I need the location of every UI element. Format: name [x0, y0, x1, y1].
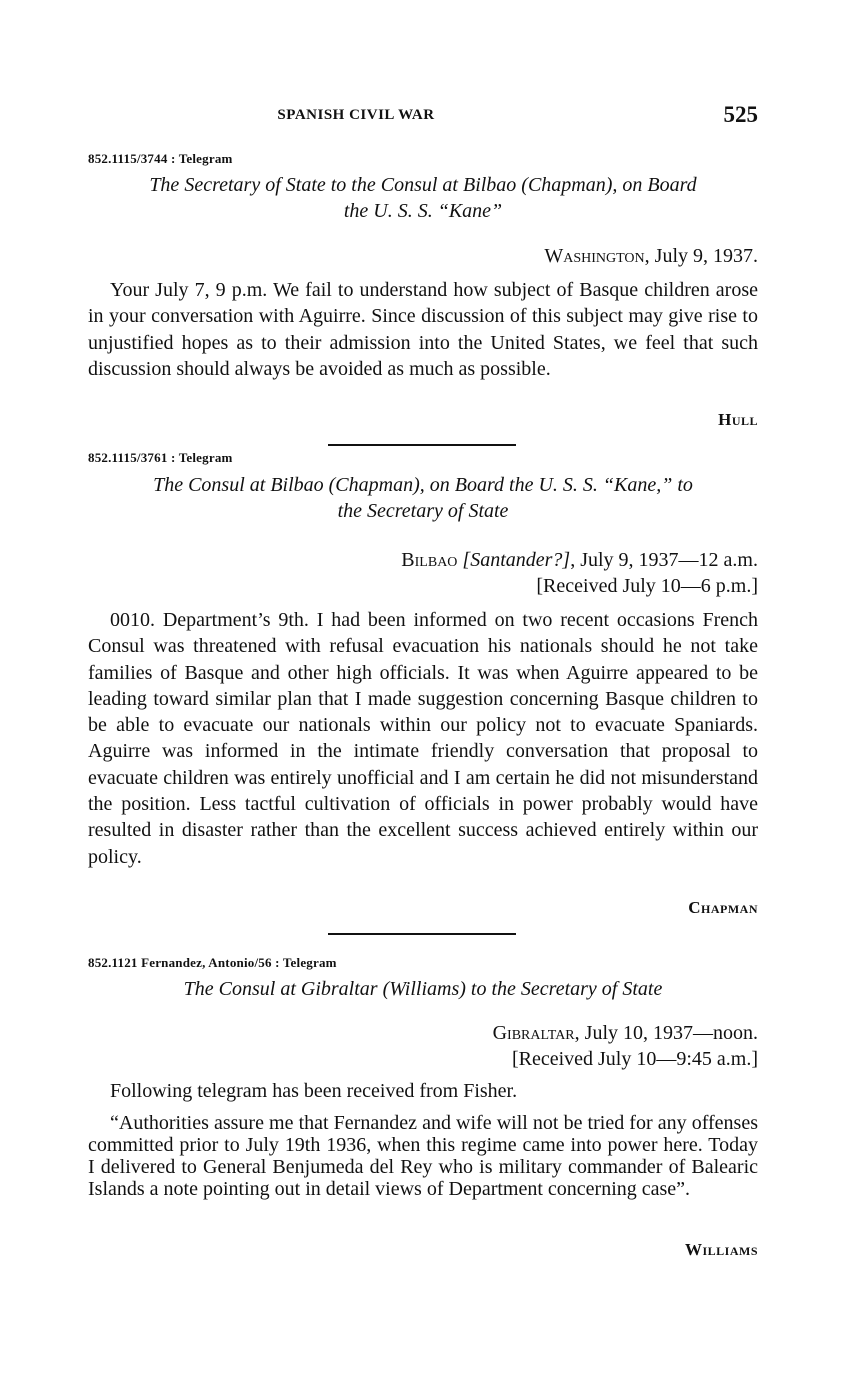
doc1-body	[88, 277, 758, 382]
doc3-dateline-place: Gibraltar	[492, 1022, 575, 1044]
doc1-file-number: 852.1115/3744 : Telegram	[88, 151, 233, 166]
doc2-heading-line1: The Consul at Bilbao (Chapman), on Board the U. S. S. “Kane,” to	[153, 474, 693, 496]
doc3-quote-text: “Authorities assure me that Fernandez and wife will not be tried for any offenses committed prior to July 19th 1936, when this regime came into power here. Today I delivered to General Benjumeda del Rey who is military commander of Balearic Islands a note pointing out in detail views of Department concerning case”.	[88, 1112, 758, 1200]
doc3-intro	[88, 1078, 758, 1104]
doc3-signature: Williams	[684, 1240, 758, 1259]
doc1-dateline-place: Washington	[544, 245, 645, 267]
doc3-heading	[88, 976, 758, 1002]
running-head	[88, 102, 758, 132]
doc3-received: [Received July 10—9:45 a.m.]	[511, 1048, 758, 1070]
document-page	[88, 0, 758, 1379]
section-divider	[328, 933, 516, 935]
doc1-heading-line2: the U. S. S. “Kane”	[343, 200, 503, 222]
doc2-received: [Received July 10—6 p.m.]	[536, 575, 758, 597]
doc2-dateline-place: Bilbao	[401, 549, 458, 571]
doc2-dateline-date: , July 9, 1937—12 a.m.	[570, 549, 758, 571]
doc1-dateline	[88, 243, 758, 269]
section-divider	[328, 444, 516, 446]
running-head-title: SPANISH CIVIL WAR	[277, 107, 435, 123]
doc2-signature: Chapman	[688, 898, 758, 917]
doc2-body-text: 0010. Department’s 9th. I had been informed on two recent occasions French Consul was threatened with refusal evacuation his nationals should he not take families of Basque and other high officials. It was when Aguirre appeared to be leading toward similar plan that I made suggestion concerning Basque children to be able to evacuate our nationals within our policy not to evacuate Spaniards. Aguirre was informed in the intimate friendly conversation that proposal to evacuate children was entirely unofficial and I am certain he did not misunderstand the position. Less tactful cultivation of officials in power probably would have resulted in disaster rather than the excellent success achieved entirely within our policy.	[88, 609, 758, 868]
doc3-intro-text: Following telegram has been received from Fisher.	[110, 1080, 518, 1102]
doc1-heading	[88, 172, 758, 224]
doc1-signature: Hull	[718, 410, 758, 429]
doc3-dateline	[88, 1020, 758, 1072]
doc1-heading-line1: The Secretary of State to the Consul at Bilbao (Chapman), on Board	[149, 174, 697, 196]
doc3-quote	[88, 1112, 758, 1200]
doc1-body-text: Your July 7, 9 p.m. We fail to understand how subject of Basque children arose in your conversation with Aguirre. Since discussion of this subject may give rise to unjustified hopes as to their admission into the United States, we feel that such discussion should always be avoided as much as possible.	[88, 279, 758, 380]
doc3-dateline-date: , July 10, 1937—noon.	[574, 1022, 758, 1044]
doc2-dateline-bracket: [Santander?]	[457, 549, 571, 571]
doc2-file-number: 852.1115/3761 : Telegram	[88, 450, 233, 465]
doc3-heading-line1: The Consul at Gibraltar (Williams) to the Secretary of State	[183, 978, 663, 1000]
doc2-heading-line2: the Secretary of State	[337, 500, 509, 522]
page-number: 525	[723, 102, 758, 127]
doc3-file-number: 852.1121 Fernandez, Antonio/56 : Telegram	[88, 955, 337, 970]
doc2-body	[88, 607, 758, 870]
doc2-dateline	[88, 547, 758, 599]
doc2-heading	[88, 472, 758, 524]
doc1-dateline-date: , July 9, 1937.	[644, 245, 758, 267]
